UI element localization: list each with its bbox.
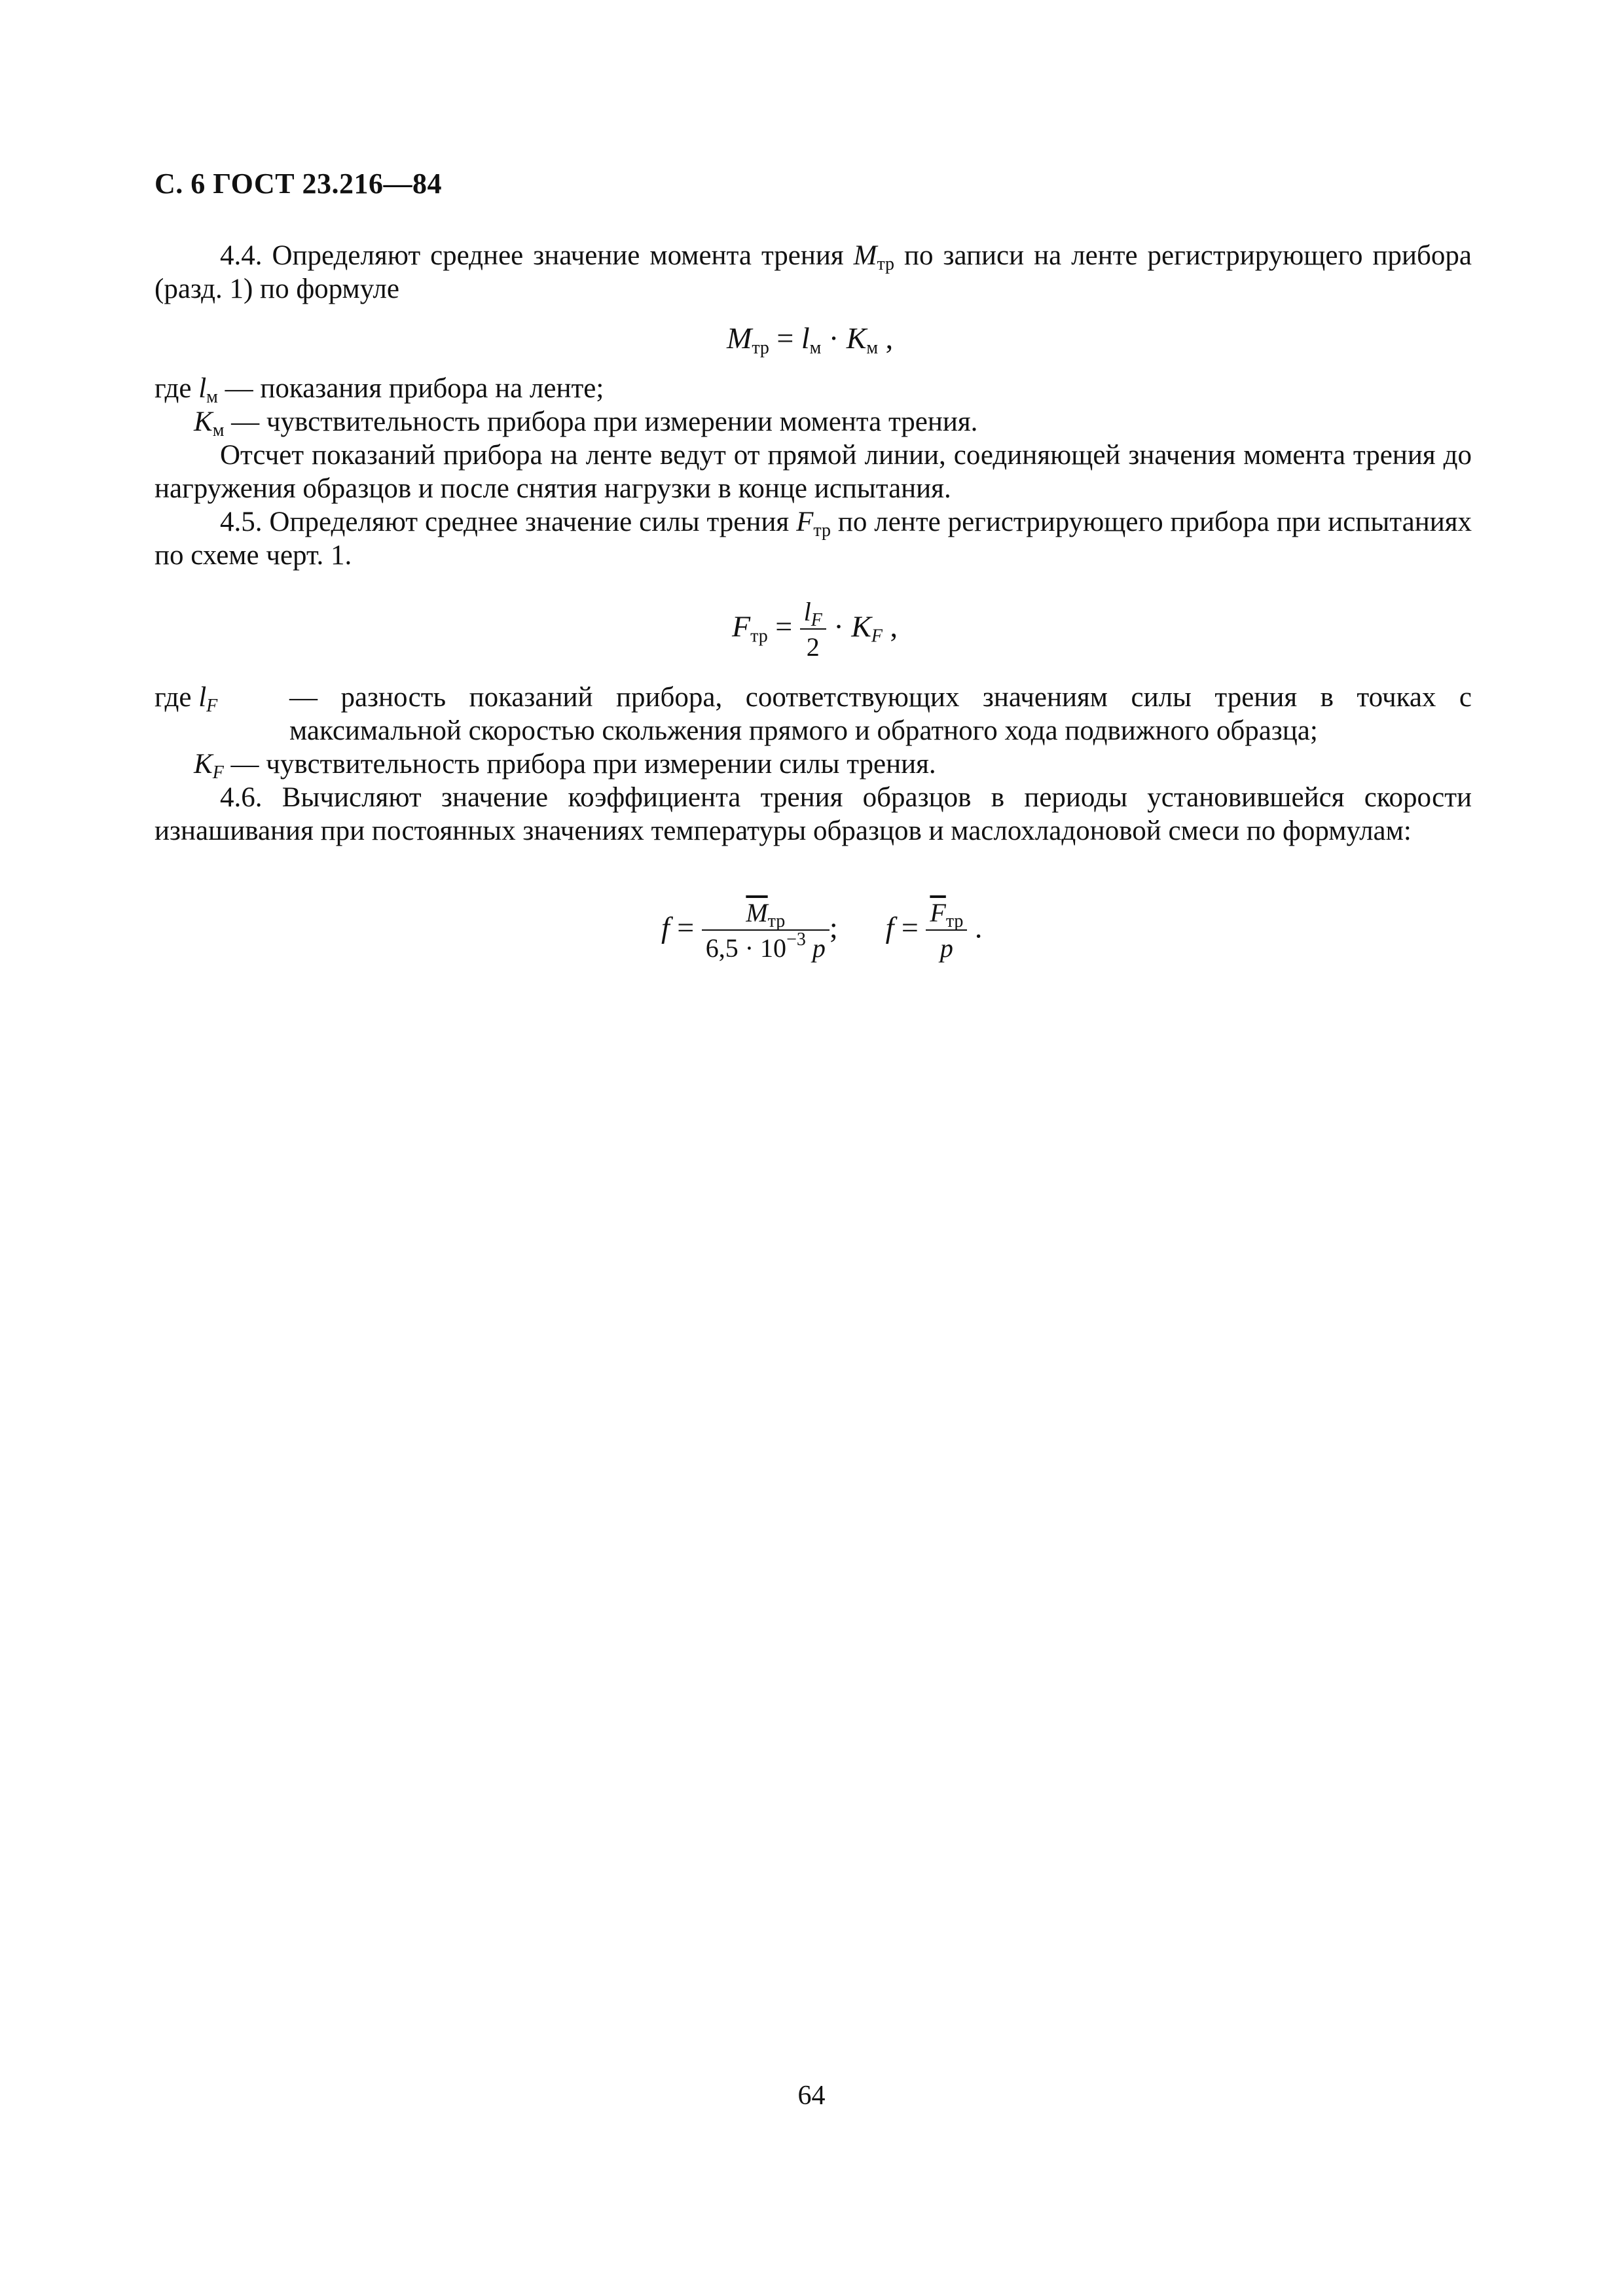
section-4-4: 4.4. Определяют среднее значение момента трения $M_{тр}$ по записи на ленте регистрирующего прибора (разд. 1) по формуле <box>155 240 1472 304</box>
page-header: С. 6 ГОСТ 23.216—84 <box>155 168 443 200</box>
definitions-force: где $l_F$ — разность показаний прибора, соответствующих значениям силы трения в точках с максимальной скоростью скольжения прямого и обратного хода подвижного образца; $K_F$ — чувствительность прибора при измерении силы трения. 4.6. Вычисляют значение коэффициента трения образцов в периоды установившейся скорости изнашивания при постоянных значениях температуры образцов и маслохладоновой смеси по формулам: <box>155 682 1472 846</box>
paragraph-otschet: Отсчет показаний прибора на ленте ведут от прямой линии, соединяющей значения момента трения до нагружения образцов и после снятия нагрузки в конце испытания. <box>155 440 1472 504</box>
definitions-moment: где $l_м$ — показания прибора на ленте; $K_м$ — чувствительность прибора при измерении момента трения. Отсчет показаний прибора на ленте ведут от прямой линии, соединяющей значения момента трения до нагружения образцов и после снятия нагрузки в конце испытания. 4.5. Определяют среднее значение силы трения $F_{тр}$ по ленте регистрирующего прибора при испытаниях по схеме черт. 1. <box>155 373 1472 571</box>
formula-friction-coefficient: f = $\frac{\overline{M}_{тр}}{6,5 \cdot 10^{-3} p}$ ; f = $\frac{\overline{F}_{тр}}{p}$ . <box>661 898 983 963</box>
page-number: 64 <box>797 2081 826 2111</box>
formula-moment: $M_{тр} = l_м \cdot K_м$ , <box>727 321 894 358</box>
formula-force: $F_{тр}$ = $\frac{l_F}{2}$ · $K_F$ , <box>732 597 898 662</box>
section-4-6: 4.6. Вычисляют значение коэффициента трения образцов в периоды установившейся скорости изнашивания при постоянных значениях температуры образцов и маслохладоновой смеси по формулам: <box>155 782 1472 846</box>
section-4-5: 4.5. Определяют среднее значение силы трения $F_{тр}$ по ленте регистрирующего прибора при испытаниях по схеме черт. 1. <box>155 507 1472 571</box>
